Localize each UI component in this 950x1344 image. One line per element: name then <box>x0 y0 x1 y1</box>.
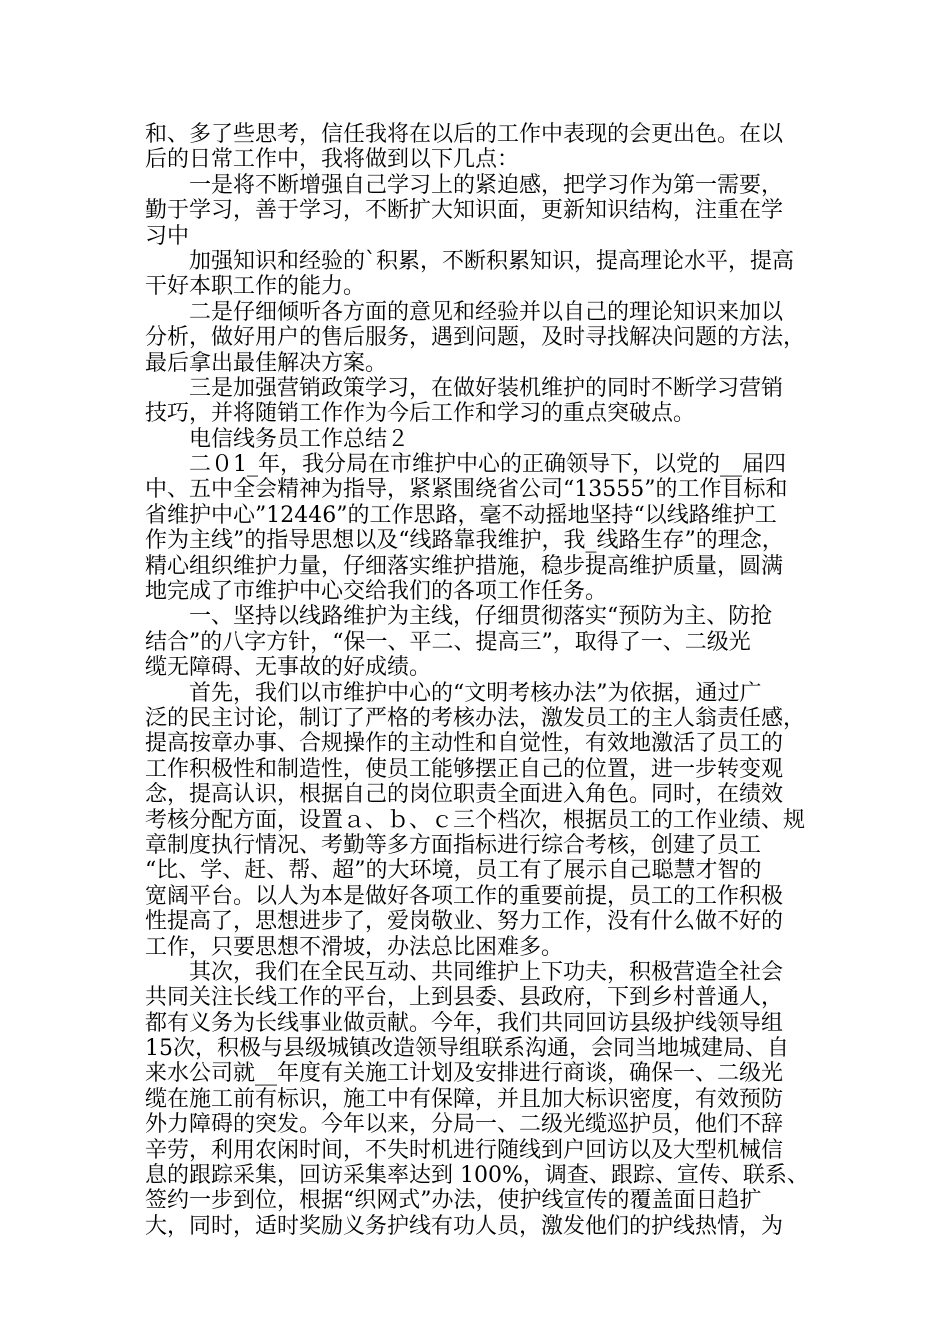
text-line: 分析，做好用户的售后服务，遇到问题，及时寻找解决问题的方法， <box>145 325 806 351</box>
text-line: 和、多了些思考，信任我将在以后的工作中表现的会更出色。在以 <box>145 122 784 147</box>
text-line: 都有义务为长线事业做贡献。今年，我们共同回访县级护线领导组 <box>145 1010 784 1036</box>
text-line: 勤于学习，善于学习，不断扩大知识面，更新知识结构，注重在学 <box>145 198 784 224</box>
text-line: 泛的民主讨论，制订了严格的考核办法，激发员工的主人翁责任感， <box>145 705 806 731</box>
text-line: 加强知识和经验的`积累，不断积累知识，提高理论水平，提高 <box>145 248 795 274</box>
text-line: 章制度执行情况、考勤等多方面指标进行综合考核，创建了员工 <box>145 832 762 858</box>
section-heading: 电信线务员工作总结２ <box>145 426 410 452</box>
text-line: 后的日常工作中，我将做到以下几点： <box>145 147 520 173</box>
text-line: 15次，积极与县级城镇改造领导组联系沟通，会同当地城建局、自 <box>145 1036 789 1062</box>
text-line: 缆在施工前有标识，施工中有保障，并且加大标识密度，有效预防 <box>145 1086 784 1112</box>
text-line: 作为主线”的指导思想以及“线路靠我维护，我_线路生存”的理念， <box>145 528 784 554</box>
text-line: 省维护中心”12446”的工作思路，毫不动摇地坚持“以线路维护工 <box>145 502 777 528</box>
text-line: 干好本职工作的能力。 <box>145 274 366 300</box>
document-page <box>145 122 813 1239</box>
text-line: 首先，我们以市维护中心的“文明考核办法”为依据，通过广 <box>145 680 762 706</box>
text-line: 大，同时，适时奖励义务护线有功人员，激发他们的护线热情，为 <box>145 1213 784 1239</box>
text-line: 工作积极性和制造性，使员工能够摆正自己的位置，进一步转变观 <box>145 756 784 782</box>
text-line: 宽阔平台。以人为本是做好各项工作的重要前提，员工的工作积极 <box>145 883 784 909</box>
text-line: 最后拿出最佳解决方案。 <box>145 350 388 376</box>
text-line: 一、坚持以线路维护为主线，仔细贯彻落实“预防为主、防抢 <box>145 604 773 630</box>
text-line: 息的跟踪采集，回访采集率达到 100%，调查、跟踪、宣传、联系、 <box>145 1163 809 1189</box>
text-line: 二是仔细倾听各方面的意见和经验并以自己的理论知识来加以 <box>145 299 784 325</box>
text-line: 签约一步到位，根据“织网式”办法，使护线宣传的覆盖面日趋扩 <box>145 1188 762 1214</box>
text-line: 中、五中全会精神为指导，紧紧围绕省公司“13555”的工作目标和 <box>145 477 788 503</box>
text-line: 二０1_年，我分局在市维护中心的正确领导下，以党的__届四 <box>145 452 786 478</box>
text-line: 辛劳，利用农闲时间，不失时机进行随线到户回访以及大型机械信 <box>145 1137 784 1163</box>
text-line: 三是加强营销政策学习，在做好装机维护的同时不断学习营销 <box>145 375 784 401</box>
text-line: 工作，只要思想不滑坡，办法总比困难多。 <box>145 934 564 960</box>
text-line: 精心组织维护力量，仔细落实维护措施，稳步提高维护质量，圆满 <box>145 553 784 579</box>
text-line: 技巧，并将随销工作作为今后工作和学习的重点突破点。 <box>145 401 696 427</box>
text-line: 念，提高认识，根据自己的岗位职责全面进入角色。同时，在绩效 <box>145 782 784 808</box>
text-line: 性提高了，思想进步了，爱岗敬业、努力工作，没有什么做不好的 <box>145 909 784 935</box>
text-line: “比、学、赶、帮、超”的大环境，员工有了展示自己聪慧才智的 <box>145 858 762 884</box>
text-line: 共同关注长线工作的平台，上到县委、县政府，下到乡村普通人， <box>145 985 784 1011</box>
text-line: 来水公司就__年度有关施工计划及安排进行商谈，确保一、二级光 <box>145 1061 784 1087</box>
text-line: 缆无障碍、无事故的好成绩。 <box>145 655 432 681</box>
text-line: 外力障碍的突发。今年以来，分局一、二级光缆巡护员，他们不辞 <box>145 1112 784 1138</box>
text-line: 其次，我们在全民互动、共同维护上下功夫，积极营造全社会 <box>145 959 784 985</box>
text-line: 一是将不断增强自己学习上的紧迫感，把学习作为第一需要， <box>145 172 784 198</box>
text-line: 结合”的八字方针，“保一、平二、提高三”，取得了一、二级光 <box>145 629 751 655</box>
text-line: 地完成了市维护中心交给我们的各项工作任务。 <box>145 579 608 605</box>
text-line: 提高按章办事、合规操作的主动性和自觉性，有效地激活了员工的 <box>145 731 784 757</box>
text-line: 习中 <box>145 223 190 249</box>
text-line: 考核分配方面，设置ａ、ｂ、ｃ三个档次，根据员工的工作业绩、规 <box>145 807 806 833</box>
